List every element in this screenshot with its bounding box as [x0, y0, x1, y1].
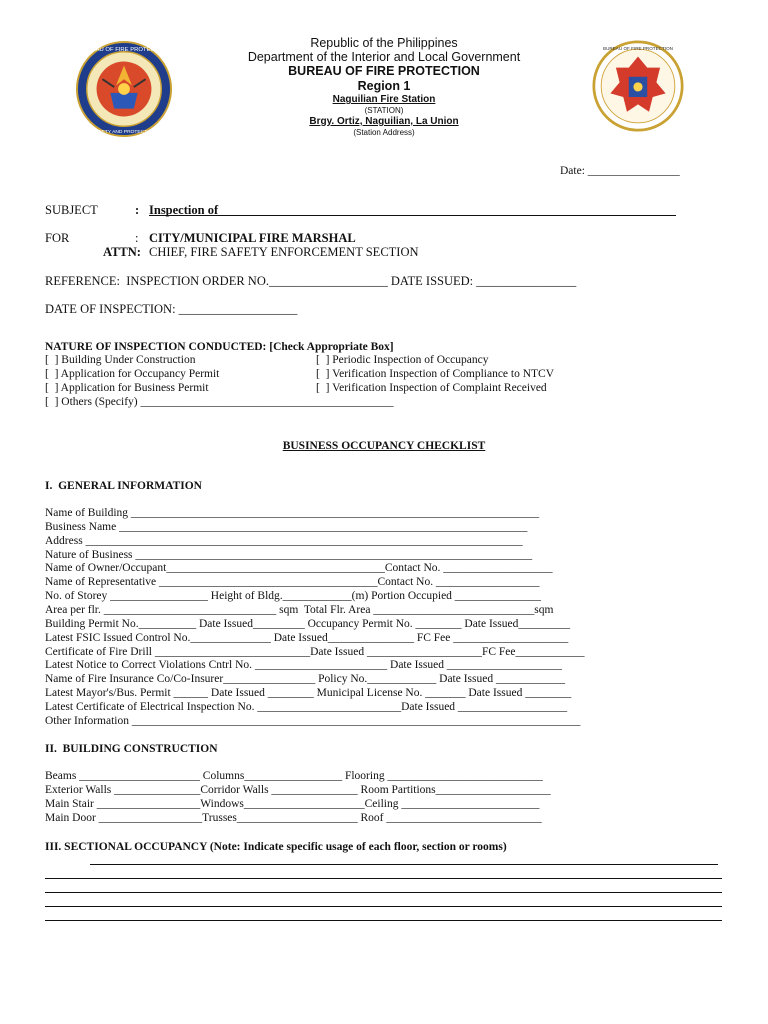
header-address-caption: (Station Address)	[353, 128, 415, 137]
gi-line-14[interactable]: Latest Mayor's/Bus. Permit ______ Date Issued ________ Municipal License No. _______ Date Issued ________	[45, 687, 572, 699]
attn-value: CHIEF, FIRE SAFETY ENFORCEMENT SECTION	[149, 245, 419, 259]
for-label: FOR	[45, 231, 70, 245]
form-header	[0, 36, 768, 138]
bc-line-2[interactable]: Exterior Walls _______________Corridor Walls _______________ Room Partitions____________________	[45, 784, 551, 796]
nature-title: NATURE OF INSPECTION CONDUCTED: [Check Appropriate Box]	[45, 341, 394, 353]
occupancy-line-4[interactable]	[45, 906, 722, 907]
section2-title: II. BUILDING CONSTRUCTION	[45, 743, 218, 755]
nature-right-2[interactable]: [ ] Verification Inspection of Compliance to NTCV	[316, 368, 555, 380]
nature-left-2[interactable]: [ ] Application for Occupancy Permit	[45, 368, 220, 380]
gi-line-8[interactable]: Area per flr. ______________________________ sqm Total Flr. Area ____________________________sqm	[45, 604, 554, 616]
date-field[interactable]: Date: ________________	[560, 165, 680, 177]
reference-line[interactable]: REFERENCE: INSPECTION ORDER NO.___________________ DATE ISSUED: ________________	[45, 274, 577, 288]
bc-line-3[interactable]: Main Stair __________________Windows_____________________Ceiling ________________________	[45, 798, 540, 810]
header-bureau: BUREAU OF FIRE PROTECTION	[288, 64, 480, 78]
occupancy-line-5[interactable]	[45, 920, 722, 921]
attn-label: ATTN:	[103, 245, 141, 259]
header-republic: Republic of the Philippines	[310, 36, 458, 50]
gi-line-12[interactable]: Latest Notice to Correct Violations Cntrl No. _______________________ Date Issued ____________________	[45, 659, 562, 671]
for-value: CITY/MUNICIPAL FIRE MARSHAL	[149, 231, 356, 245]
gi-line-15[interactable]: Latest Certificate of Electrical Inspection No. _________________________Date Issued ___________________	[45, 701, 568, 713]
gi-line-5[interactable]: Name of Owner/Occupant______________________________________Contact No. ___________________	[45, 562, 553, 574]
gi-line-7[interactable]: No. of Storey _________________ Height of Bldg.____________(m) Portion Occupied _______________	[45, 590, 542, 602]
gi-line-2[interactable]: Business Name _______________________________________________________________________	[45, 521, 528, 533]
checklist-title: BUSINESS OCCUPANCY CHECKLIST	[282, 440, 486, 452]
subject-colon: :	[135, 203, 140, 217]
subject-value: Inspection of	[149, 203, 219, 217]
occupancy-line-3[interactable]	[45, 892, 722, 893]
subject-underline[interactable]	[149, 215, 676, 216]
header-region: Region 1	[357, 79, 411, 93]
gi-line-11[interactable]: Certificate of Fire Drill ___________________________Date Issued ____________________FC Fee____________	[45, 646, 585, 658]
nature-left-4[interactable]: [ ] Others (Specify) ____________________________________________	[45, 396, 394, 408]
bc-line-4[interactable]: Main Door __________________Trusses_____________________ Roof ___________________________	[45, 812, 542, 824]
section1-title: I. GENERAL INFORMATION	[45, 480, 202, 492]
gi-line-13[interactable]: Name of Fire Insurance Co/Co-Insurer________________ Policy No.____________ Date Issued ____________	[45, 673, 565, 685]
gi-line-6[interactable]: Name of Representative ______________________________________Contact No. __________________	[45, 576, 540, 588]
occupancy-line-1[interactable]	[90, 864, 718, 865]
header-station-caption: (STATION)	[364, 106, 404, 115]
occupancy-line-2[interactable]	[45, 878, 722, 879]
section3-title: III. SECTIONAL OCCUPANCY (Note: Indicate specific usage of each floor, section or rooms)	[45, 841, 507, 853]
right-seal-text: BUREAU OF FIRE PROTECTION	[603, 46, 673, 52]
left-seal-subtext: SAFETY AND PROTECTION	[92, 130, 156, 136]
gi-line-3[interactable]: Address ____________________________________________________________________________	[45, 535, 523, 547]
nature-left-1[interactable]: [ ] Building Under Construction	[45, 354, 196, 366]
gi-line-1[interactable]: Name of Building _______________________________________________________________________	[45, 507, 540, 519]
header-station: Naguilian Fire Station	[332, 94, 436, 105]
header-address: Brgy. Ortiz, Naguilian, La Union	[309, 116, 459, 127]
date-of-inspection[interactable]: DATE OF INSPECTION: ___________________	[45, 302, 298, 316]
for-colon: :	[135, 231, 139, 245]
nature-left-3[interactable]: [ ] Application for Business Permit	[45, 382, 209, 394]
nature-right-3[interactable]: [ ] Verification Inspection of Complaint Received	[316, 382, 547, 394]
header-department: Department of the Interior and Local Government	[247, 50, 521, 64]
gi-line-9[interactable]: Building Permit No.__________ Date Issued_________ Occupancy Permit No. ________ Date Issued_________	[45, 618, 571, 630]
bc-line-1[interactable]: Beams _____________________ Columns_________________ Flooring ___________________________	[45, 770, 543, 782]
gi-line-10[interactable]: Latest FSIC Issued Control No.______________ Date Issued_______________ FC Fee ____________________	[45, 632, 569, 644]
subject-label: SUBJECT	[45, 203, 98, 217]
gi-line-4[interactable]: Nature of Business _____________________________________________________________________	[45, 549, 533, 561]
left-seal-text: BUREAU OF FIRE PROTECTION	[79, 46, 169, 53]
nature-right-1[interactable]: [ ] Periodic Inspection of Occupancy	[316, 354, 489, 366]
gi-line-16[interactable]: Other Information ______________________________________________________________________________	[45, 715, 581, 727]
